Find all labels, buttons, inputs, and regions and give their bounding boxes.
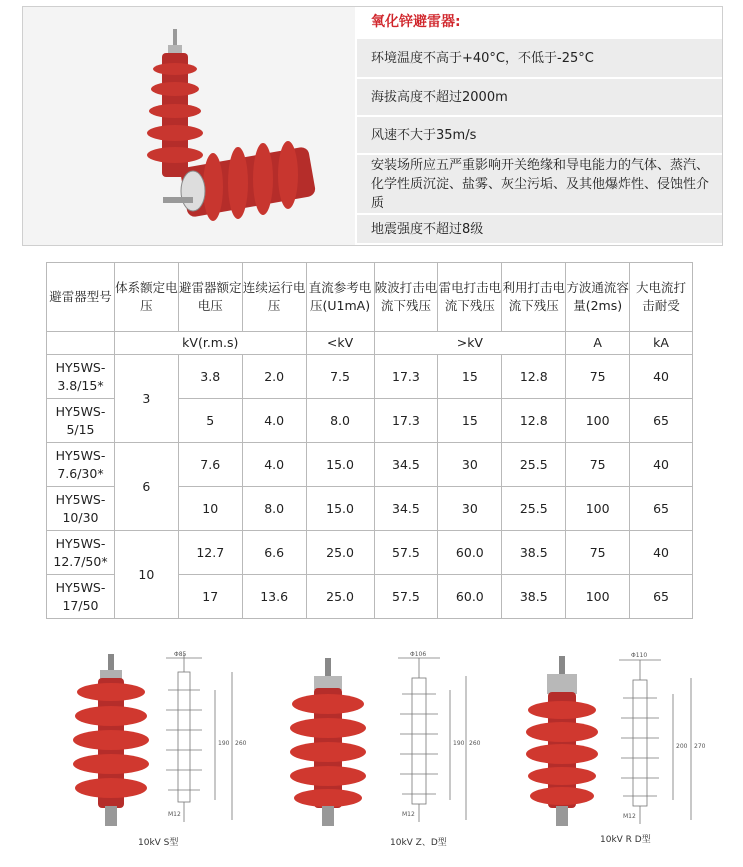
header-cell: 利用打击电流下残压 xyxy=(502,263,566,332)
table-cell: 12.8 xyxy=(502,399,566,443)
table-row xyxy=(47,443,693,487)
system-voltage-cell: 10 xyxy=(114,531,178,619)
table-cell: 10 xyxy=(178,487,242,531)
figure-s-type xyxy=(60,650,260,850)
table-cell: 30 xyxy=(438,443,502,487)
table-cell: 15 xyxy=(438,399,502,443)
table-cell: 4.0 xyxy=(242,443,306,487)
figure-dimension-label: M12 xyxy=(168,811,181,818)
table-cell: 13.6 xyxy=(242,575,306,619)
model-cell: HY5WS-3.8/15* xyxy=(47,355,115,399)
unit-cell: A xyxy=(566,332,630,355)
header-cell: 避雷器额定电压 xyxy=(178,263,242,332)
model-cell: HY5WS-10/30 xyxy=(47,487,115,531)
model-cell: HY5WS-7.6/30* xyxy=(47,443,115,487)
table-row xyxy=(47,355,693,399)
table-cell: 12.8 xyxy=(502,355,566,399)
header-cell: 直流参考电压(U1mA) xyxy=(306,263,374,332)
figure-dimension-label: 270 xyxy=(694,743,706,750)
table-cell: 25.0 xyxy=(306,575,374,619)
arrester-photo xyxy=(23,7,355,245)
table-cell: 15.0 xyxy=(306,443,374,487)
table-cell: 25.5 xyxy=(502,443,566,487)
table-cell: 60.0 xyxy=(438,575,502,619)
figure-dimension-label: M12 xyxy=(623,813,636,820)
figure-dimension-label: 260 xyxy=(235,740,247,747)
table-cell: 40 xyxy=(630,355,693,399)
table-cell: 57.5 xyxy=(374,531,438,575)
table-cell: 2.0 xyxy=(242,355,306,399)
header-cell: 避雷器型号 xyxy=(47,263,115,332)
table-cell: 8.0 xyxy=(306,399,374,443)
spec-item: 安装场所应五严重影响开关绝缘和导电能力的气体、蒸汽、化学性质沉淀、盐雾、灰尘污垢、及其他爆炸性、侵蚀性介质 xyxy=(357,155,722,215)
table-cell: 12.7 xyxy=(178,531,242,575)
table-cell: 34.5 xyxy=(374,487,438,531)
table-cell: 100 xyxy=(566,575,630,619)
header-cell: 体系额定电压 xyxy=(114,263,178,332)
table-cell: 6.6 xyxy=(242,531,306,575)
table-cell: 60.0 xyxy=(438,531,502,575)
table-cell: 30 xyxy=(438,487,502,531)
figure-caption: 10kV S型 xyxy=(138,838,179,848)
header-cell: 连续运行电压 xyxy=(242,263,306,332)
figure-dimension-label: 190 xyxy=(453,740,465,747)
unit-cell: >kV xyxy=(374,332,566,355)
table-cell: 34.5 xyxy=(374,443,438,487)
model-cell: HY5WS-12.7/50* xyxy=(47,531,115,575)
figure-dimension-label: 190 xyxy=(218,740,230,747)
spec-item: 海拔高度不超过2000m xyxy=(357,79,722,117)
model-cell: HY5WS-17/50 xyxy=(47,575,115,619)
figure-caption: 10kV R D型 xyxy=(600,835,651,845)
table-cell: 7.5 xyxy=(306,355,374,399)
table-cell: 15 xyxy=(438,355,502,399)
table-cell: 57.5 xyxy=(374,575,438,619)
figure-dimension-label: Φ110 xyxy=(631,652,648,659)
table-cell: 4.0 xyxy=(242,399,306,443)
table-cell: 38.5 xyxy=(502,531,566,575)
header-cell: 大电流打击耐受 xyxy=(630,263,693,332)
model-cell: HY5WS-5/15 xyxy=(47,399,115,443)
table-cell: 38.5 xyxy=(502,575,566,619)
system-voltage-cell: 6 xyxy=(114,443,178,531)
table-cell: 25.5 xyxy=(502,487,566,531)
table-cell: 17 xyxy=(178,575,242,619)
table-cell: 3.8 xyxy=(178,355,242,399)
table-cell: 65 xyxy=(630,399,693,443)
table-cell: 100 xyxy=(566,487,630,531)
table-cell: 75 xyxy=(566,443,630,487)
header-cell: 陂波打击电流下残压 xyxy=(374,263,438,332)
table-cell: 40 xyxy=(630,531,693,575)
table-cell: 15.0 xyxy=(306,487,374,531)
figure-dimension-label: M12 xyxy=(402,811,415,818)
parameter-table xyxy=(46,262,693,619)
header-row xyxy=(47,263,693,332)
spec-item: 地震强度不超过8级 xyxy=(357,215,722,245)
table-cell: 7.6 xyxy=(178,443,242,487)
unit-row xyxy=(47,332,693,355)
figure-dimension-label: Φ85 xyxy=(174,651,187,658)
figure-dimension-label: Φ106 xyxy=(410,651,427,658)
spec-title: 氧化锌避雷器: xyxy=(357,7,722,39)
header-cell: 雷电打击电流下残压 xyxy=(438,263,502,332)
figure-zd-type xyxy=(290,650,490,850)
unit-cell: <kV xyxy=(306,332,374,355)
spec-item: 风速不大于35m/s xyxy=(357,117,722,155)
figure-dimension-label: 200 xyxy=(676,743,688,750)
table-cell: 5 xyxy=(178,399,242,443)
table-cell: 17.3 xyxy=(374,399,438,443)
table-cell: 25.0 xyxy=(306,531,374,575)
table-cell: 65 xyxy=(630,575,693,619)
unit-cell: kA xyxy=(630,332,693,355)
tall-arrester-image xyxy=(147,29,203,177)
table-cell: 65 xyxy=(630,487,693,531)
header-cell: 方波通流容量(2ms) xyxy=(566,263,630,332)
product-intro xyxy=(22,6,723,246)
unit-cell: kV(r.m.s) xyxy=(114,332,306,355)
figure-caption: 10kV Z、D型 xyxy=(390,838,447,848)
table-cell: 40 xyxy=(630,443,693,487)
table-cell: 75 xyxy=(566,355,630,399)
figure-rd-type xyxy=(515,650,715,850)
table-row xyxy=(47,531,693,575)
table-cell: 75 xyxy=(566,531,630,575)
spec-item: 环境温度不高于+40°C，不低于-25°C xyxy=(357,39,722,79)
table-cell: 100 xyxy=(566,399,630,443)
figure-dimension-label: 260 xyxy=(469,740,481,747)
table-cell: 17.3 xyxy=(374,355,438,399)
table-cell: 8.0 xyxy=(242,487,306,531)
spec-list xyxy=(357,7,722,245)
system-voltage-cell: 3 xyxy=(114,355,178,443)
